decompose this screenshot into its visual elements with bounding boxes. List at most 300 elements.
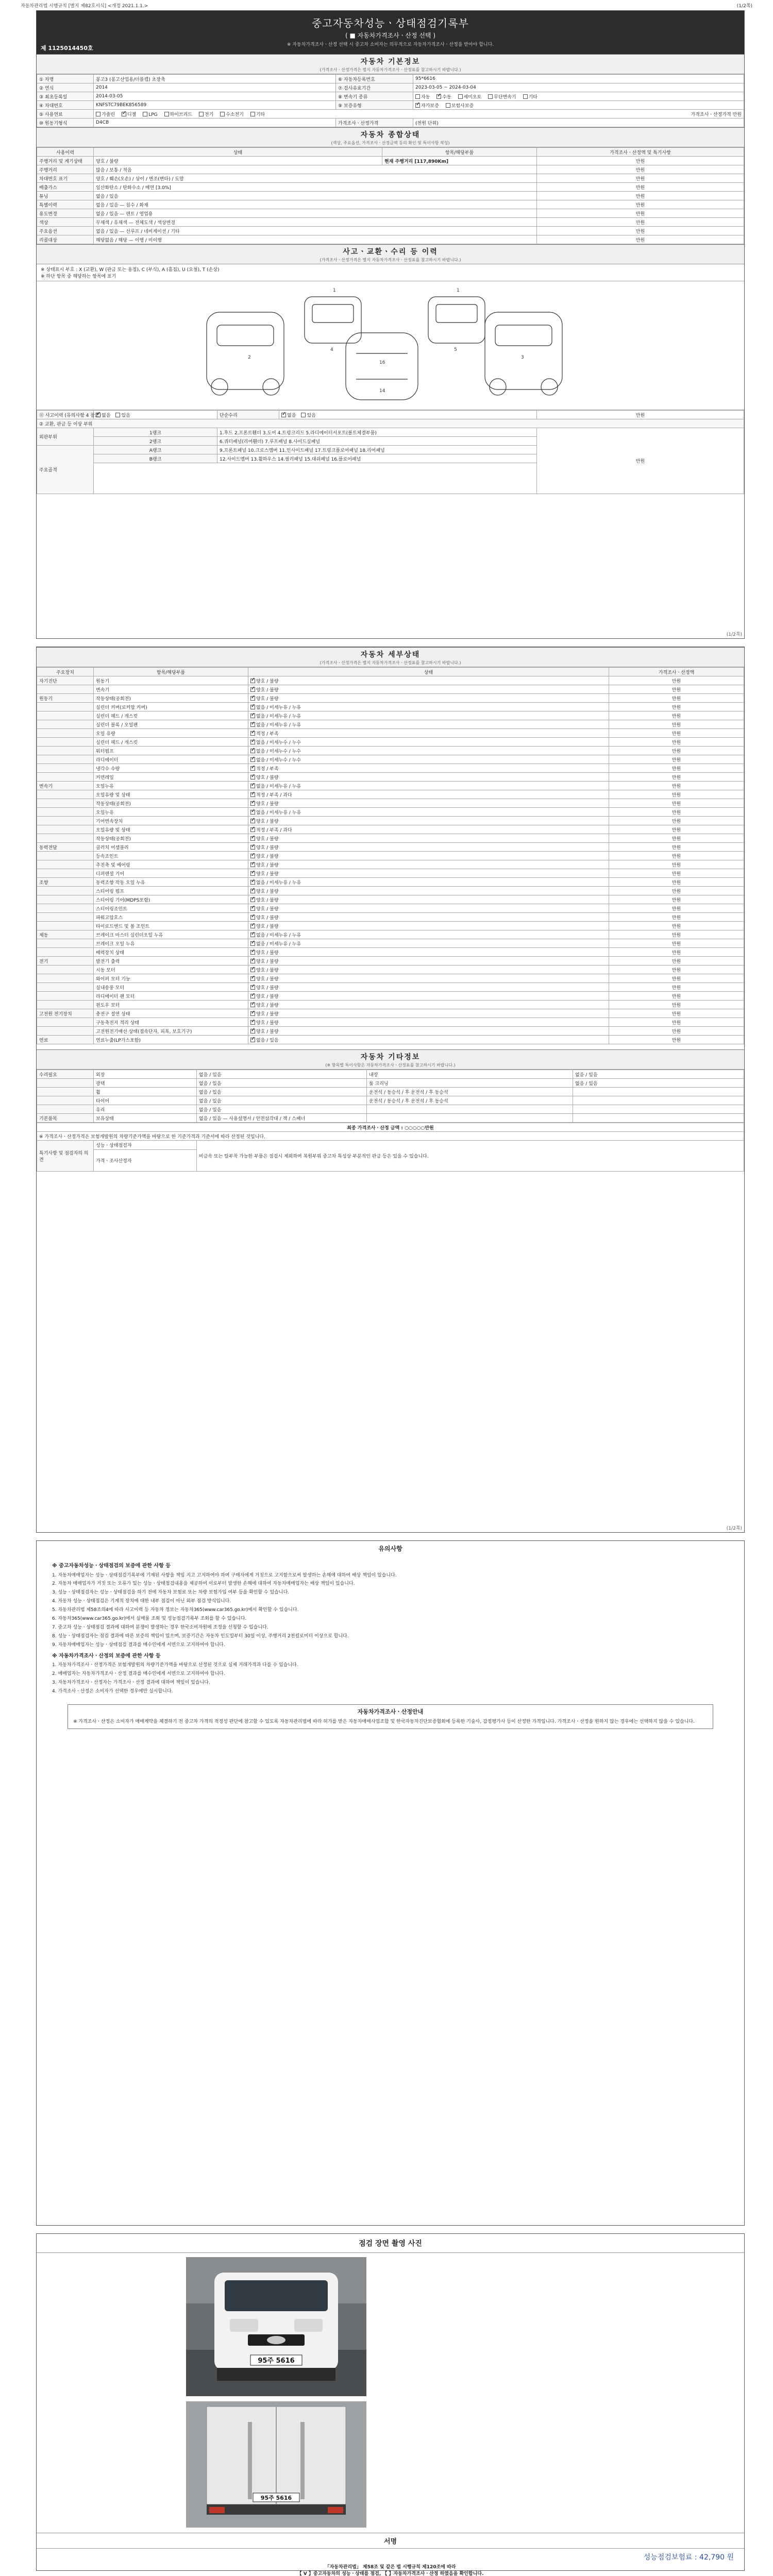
checkbox-checked — [415, 103, 420, 108]
state-text: 적정 / 부족 / 과다 — [256, 827, 292, 833]
unit-cell: 만원 — [609, 983, 744, 992]
checkbox — [523, 94, 528, 99]
detail-row — [37, 694, 744, 703]
checkbox — [143, 112, 147, 116]
detail-state — [248, 782, 609, 790]
value-first-reg: 2014-03-05 — [94, 92, 336, 101]
detail-item: 워터펌프 — [94, 747, 248, 755]
checkbox-checked — [250, 792, 255, 797]
detail-state — [248, 755, 609, 764]
document-subtitle: ( ■ 자동차가격조사ㆍ산정 선택 ) — [345, 32, 436, 39]
detail-item: 작동상태(공회전) — [94, 799, 248, 808]
checkbox-checked — [250, 696, 255, 701]
notice-item: 6. 자동차365(www.car365.go.kr)에서 실매물 조회 및 성능점검기록부 조회를 할 수 있습니다. — [52, 1616, 247, 1622]
detail-row — [37, 992, 744, 1001]
unit-cell: 만원 — [609, 676, 744, 685]
state-text: 양호 / 불량 — [256, 1029, 279, 1035]
detail-state — [248, 1027, 609, 1036]
notice-item: 9. 자동차매매업자는 성능ㆍ상태점검 결과를 매수인에게 서면으로 고지하여야 합니다. — [52, 1642, 225, 1648]
state-text: 양호 / 불량 — [256, 889, 279, 894]
detail-item: 실내송풍 모터 — [94, 983, 248, 992]
unit-cell: 만원 — [609, 764, 744, 773]
unit-cell: 만원 — [609, 799, 744, 808]
detail-row — [37, 1001, 744, 1009]
checkbox — [96, 112, 100, 116]
detail-item: 연료누출(LP가스포함) — [94, 1036, 248, 1044]
checkbox — [250, 112, 255, 116]
detail-item: 스티어링조인트 — [94, 904, 248, 913]
detail-group — [37, 755, 94, 764]
section-overall-title — [37, 127, 744, 147]
checkbox-checked — [250, 740, 255, 744]
state-text: 양호 / 불량 — [256, 985, 279, 991]
basic-info-table — [37, 74, 744, 127]
checkbox-checked — [250, 757, 255, 762]
final-price-value: ○○○○○만원 — [405, 1125, 434, 1131]
detail-item: 스티어링 기어(MDPS포함) — [94, 895, 248, 904]
detail-item: 클러치 어셈블리 — [94, 843, 248, 852]
checkbox-checked — [250, 994, 255, 998]
price-unit: 만원 — [732, 112, 742, 117]
state-text: 양호 / 불량 — [256, 950, 279, 956]
unit-cell: 만원 — [609, 755, 744, 764]
checkbox-checked — [250, 714, 255, 718]
state-text: 양호 / 불량 — [256, 915, 279, 921]
state-text: 없음 / 미세누유 / 누유 — [256, 880, 301, 886]
label-reg-no: ⑥ 자동차등록번호 — [336, 75, 413, 83]
detail-state — [248, 974, 609, 983]
checkbox-checked — [250, 819, 255, 823]
label-special: 특기사항 및 점검자의 의견 — [37, 1141, 94, 1172]
detail-row — [37, 755, 744, 764]
opt-label: 자가보증 — [421, 103, 439, 109]
detail-item: 등속조인트 — [94, 852, 248, 860]
section-heading: 자동차 기타정보 — [360, 1053, 421, 1061]
checkbox-checked — [250, 959, 255, 963]
sign-title: 서명 — [37, 2533, 744, 2549]
document-header — [37, 11, 744, 54]
unit-cell: 만원 — [609, 685, 744, 694]
checkbox-checked — [250, 687, 255, 692]
checkbox-checked — [250, 722, 255, 727]
unit-cell: 만원 — [537, 200, 744, 209]
detail-item: 고전원전기배선 상태(접속단자, 피복, 보호기구) — [94, 1027, 248, 1036]
detail-group — [37, 825, 94, 834]
unit-cell: 만원 — [609, 773, 744, 782]
opt-label: 수동 — [442, 94, 451, 100]
detail-state — [248, 799, 609, 808]
detail-state — [248, 1036, 609, 1044]
checkbox-checked — [250, 871, 255, 876]
photos-title: 점검 장면 촬영 사진 — [37, 2234, 744, 2253]
detail-row — [37, 965, 744, 974]
rear-photo — [186, 2401, 366, 2528]
checkbox-checked — [250, 1003, 255, 1007]
other-group — [37, 1096, 94, 1105]
row-state: 해당없음 / 해당 — 이행 / 미이행 — [94, 235, 537, 244]
notice-item-2: 4. 가격조사ㆍ산정은 소비자가 선택한 경우에만 실시합니다. — [52, 1689, 173, 1694]
detail-state — [248, 738, 609, 747]
detail-row — [37, 782, 744, 790]
transmission-options — [413, 92, 744, 101]
row-name: 색상 — [37, 218, 94, 227]
front-photo — [186, 2257, 366, 2396]
accident-table — [37, 410, 744, 494]
label-outer: 외판부위 — [37, 428, 94, 446]
checkbox — [415, 94, 420, 99]
other-state: 없음 / 있음 — 사용설명서 / 안전삼각대 / 잭 / 스패너 — [197, 1114, 367, 1123]
checkbox-checked — [250, 950, 255, 955]
label-accident-history: ⑪ 사고이력 (유의사항 4 참조) — [37, 411, 94, 419]
form-header-line — [21, 2, 752, 8]
document-number: 제 1125014450호 — [41, 45, 93, 52]
unit-cell: 만원 — [609, 790, 744, 799]
detail-group: 전기 — [37, 957, 94, 965]
detail-item: 커먼레일 — [94, 773, 248, 782]
detail-state — [248, 983, 609, 992]
detail-group — [37, 764, 94, 773]
col-header: 가격조사ㆍ산정액 및 특기사항 — [537, 148, 744, 157]
state-text: 양호 / 불량 — [256, 696, 279, 702]
state-text: 없음 / 미세누수 / 누수 — [256, 757, 301, 763]
sign-section — [37, 2533, 744, 2576]
inspection-fee: 성능점검보험료 : 42,790 원 — [643, 2553, 734, 2562]
page-4 — [36, 2233, 745, 2576]
state-text: 양호 / 불량 — [256, 897, 279, 903]
other-item2: 운전석 / 동승석 / 후 운전석 / 후 동승석 — [367, 1088, 573, 1096]
other-state: 없음 / 있음 — [197, 1096, 367, 1105]
detail-group — [37, 1001, 94, 1009]
rank-label: 1랭크 — [94, 428, 217, 437]
state-text: 양호 / 불량 — [256, 687, 279, 693]
detail-row — [37, 747, 744, 755]
notice-item: 2. 자동차 매매업자가 거짓 또는 오류가 있는 성능ㆍ상태점검내용을 제공하여 이로부터 발생한 손해에 대하여 자동차매매업자는 배상 책임이 있습니다. — [52, 1581, 355, 1587]
label-vin: ④ 차대번호 — [37, 101, 94, 110]
checkbox-checked — [96, 413, 100, 417]
detail-item: 윈도우 모터 — [94, 1001, 248, 1009]
state-text: 양호 / 불량 — [256, 775, 279, 781]
section-note: (가격조사ㆍ산정가격은 별지 자동차가격조사ㆍ산정표를 참고하시기 바랍니다.) — [320, 660, 461, 665]
unit-cell: 만원 — [609, 922, 744, 930]
opt-label: 있음 — [307, 413, 316, 418]
row-name: 차대번호 표기 — [37, 174, 94, 183]
detail-group: 변속기 — [37, 782, 94, 790]
row-name: 튜닝 — [37, 192, 94, 200]
section-heading: 자동차 기본정보 — [360, 58, 421, 66]
detail-state — [248, 904, 609, 913]
notice-heading: ※ 중고자동차성능ㆍ상태점검의 보증에 관한 사항 등 — [52, 1563, 171, 1569]
detail-row — [37, 729, 744, 738]
legend-text: ※ 상태표시 부호 : X (교환), W (판금 또는 용접), C (부식), A (흠집), U (요철), T (손상) — [41, 267, 220, 273]
other-item: 외장 — [94, 1070, 197, 1079]
document-title: 중고자동차성능ㆍ상태점검기록부 — [312, 17, 469, 29]
detail-item: 실린더 블록 / 오일팬 — [94, 720, 248, 729]
row-state: 많음 / 보통 / 적음 — [94, 165, 537, 174]
unit-cell: 만원 — [609, 834, 744, 843]
value-price-note: (천원 단위) — [413, 118, 744, 127]
value-car-name: 봉고3 (봉고산업용/더블캡) 초장축 — [94, 75, 336, 83]
detail-row — [37, 1018, 744, 1027]
law-title: 자동차가격조사ㆍ산정안내 — [357, 1708, 424, 1716]
checkbox-checked — [250, 889, 255, 893]
state-text: 양호 / 불량 — [256, 968, 279, 973]
detail-group — [37, 869, 94, 878]
detail-row — [37, 1036, 744, 1044]
opt-label: 디젤 — [127, 112, 137, 117]
opt-label: 없음 — [102, 413, 111, 418]
label-first-reg: ③ 최초등록일 — [37, 92, 94, 101]
detail-row — [37, 773, 744, 782]
overall-table — [37, 147, 744, 244]
unit-cell: 만원 — [609, 1036, 744, 1044]
detail-group — [37, 738, 94, 747]
unit-cell: 만원 — [537, 174, 744, 183]
label-simple-repair: 단순수리 — [217, 411, 279, 419]
detail-item: 스티어링 펌프 — [94, 887, 248, 895]
notice-title: 유의사항 — [378, 1545, 402, 1552]
front-plate-text: 95주 5616 — [258, 2357, 295, 2365]
checkbox-checked — [250, 775, 255, 779]
detail-group — [37, 992, 94, 1001]
state-text: 양호 / 불량 — [256, 871, 279, 877]
other-item: 타이어 — [94, 1096, 197, 1105]
other-group — [37, 1105, 94, 1114]
row-name: 리콜대상 — [37, 235, 94, 244]
unit-cell: 만원 — [537, 165, 744, 174]
unit-cell: 만원 — [609, 817, 744, 825]
detail-state — [248, 747, 609, 755]
section-basic-title — [37, 54, 744, 74]
opt-label: 무단변속기 — [494, 94, 516, 100]
detail-item: 디퍼렌셜 기어 — [94, 869, 248, 878]
detail-state — [248, 1018, 609, 1027]
notice-item: 1. 자동차매매업자는 성능ㆍ상태점검기록부에 기재된 사항을 책임 지고 고지하여야 하며 구매자에게 거짓으로 고지함으로써 발생하는 손해에 대하여 배상 책임이 있습니다. — [52, 1572, 397, 1578]
detail-state — [248, 773, 609, 782]
checkbox — [164, 112, 169, 116]
state-text: 양호 / 불량 — [256, 679, 279, 684]
other-state: 없음 / 있음 — [197, 1105, 367, 1114]
notice-item-2: 2. 매매업자는 자동차가격조사ㆍ산정 결과를 매수인에게 서면으로 고지하여야 합니다. — [52, 1671, 225, 1677]
unit-cell: 만원 — [609, 930, 744, 939]
other-item: 유리 — [94, 1105, 197, 1114]
detail-row — [37, 799, 744, 808]
state-text: 양호 / 불량 — [256, 854, 279, 859]
detail-group: 자기진단 — [37, 676, 94, 685]
notice-heading-2: ※ 자동차가격조사ㆍ산정의 보증에 관한 사항 등 — [52, 1653, 161, 1659]
truck-rear-image — [186, 2401, 366, 2528]
special-item: 가격ㆍ조사산정자 — [94, 1149, 197, 1171]
detail-item: 오일 유량 — [94, 729, 248, 738]
unit-cell: 만원 — [609, 992, 744, 1001]
unit-cell: 만원 — [609, 939, 744, 948]
notice-item-2: 3. 자동차가격조사ㆍ산정자는 가격조사ㆍ산정 결과에 대하여 책임이 있습니다. — [52, 1680, 210, 1686]
label-inspect: ⑦ 검사유효기간 — [336, 83, 413, 92]
label-frame: 주요골격 — [37, 446, 94, 494]
unit-cell: 만원 — [609, 843, 744, 852]
unit-cell: 만원 — [609, 738, 744, 747]
detail-item: 충전구 절연 상태 — [94, 1009, 248, 1018]
unit-cell: 만원 — [609, 782, 744, 790]
state-text: 양호 / 불량 — [256, 836, 279, 842]
fuel-options — [94, 110, 744, 118]
detail-item: 파워고압호스 — [94, 913, 248, 922]
detail-item: 배력장치 상태 — [94, 948, 248, 957]
detail-item: 발전기 출력 — [94, 957, 248, 965]
notice-item: 5. 자동차관리법 제58조의4에 따라 사고이력 등 자동차 정보는 자동차365(www.car365.go.kr)에서 확인할 수 있습니다. — [52, 1607, 299, 1613]
value-year: 2014 — [94, 83, 336, 92]
other-item2: 운전석 / 동승석 / 후 운전석 / 후 동승석 — [367, 1096, 573, 1105]
detail-item: 기어변속장치 — [94, 817, 248, 825]
detail-state — [248, 808, 609, 817]
detail-state — [248, 1001, 609, 1009]
detail-item: 라디에이터 팬 모터 — [94, 992, 248, 1001]
label-panel: ② 교환, 판금 등 이상 부위 — [37, 419, 744, 428]
rank-label: A랭크 — [94, 446, 217, 454]
page-2 — [36, 647, 745, 1533]
state-text: 양호 / 불량 — [256, 906, 279, 912]
label-year: ② 연식 — [37, 83, 94, 92]
rank-items: 1.후드 2.프론트휀더 3.도어 4.트렁크리드 5.라디에이터서포트(볼트체결부품) — [217, 428, 537, 437]
row-state: 없음 / 있음 — 침수 / 화재 — [94, 200, 537, 209]
other-item: 보유상태 — [94, 1114, 197, 1123]
other-item2: 내장 — [367, 1070, 573, 1079]
state-text: 양호 / 불량 — [256, 1003, 279, 1008]
state-text: 양호 / 불량 — [256, 1020, 279, 1026]
detail-item: 동력조향 작동 오일 누유 — [94, 878, 248, 887]
state-text: 없음 / 미세누유 / 누유 — [256, 810, 301, 816]
detail-state — [248, 922, 609, 930]
special-item: 성능ㆍ상태점검자 — [94, 1141, 197, 1150]
col-header: 가격조사ㆍ산정액 — [609, 668, 744, 676]
unit-cell: 만원 — [609, 1027, 744, 1036]
detail-state — [248, 764, 609, 773]
row-state: 없음 / 있음 — 렌트 / 영업용 — [94, 209, 537, 218]
detail-state — [248, 843, 609, 852]
detail-group — [37, 974, 94, 983]
unit-cell: 만원 — [537, 227, 744, 235]
detail-state — [248, 703, 609, 711]
checkbox-checked — [122, 112, 126, 116]
label-car-name: ① 차명 — [37, 75, 94, 83]
detail-state — [248, 930, 609, 939]
opt-label: 있음 — [121, 413, 130, 418]
checkbox-checked — [250, 801, 255, 806]
detail-state — [248, 720, 609, 729]
other-group: 수리필요 — [37, 1070, 94, 1079]
detail-group — [37, 773, 94, 782]
detail-group — [37, 799, 94, 808]
notice-law-box — [68, 1704, 713, 1729]
unit-cell: 만원 — [609, 703, 744, 711]
state-text: 양호 / 불량 — [256, 862, 279, 868]
state-text: 양호 / 불량 — [256, 959, 279, 964]
other-row — [37, 1114, 744, 1123]
opt-label: 기타 — [528, 94, 537, 100]
checkbox — [301, 413, 306, 417]
detail-state — [248, 685, 609, 694]
notice-body — [37, 1556, 744, 1700]
detail-row — [37, 808, 744, 817]
state-text: 없음 / 미세누유 / 누유 — [256, 933, 301, 938]
detail-item: 변속기 — [94, 685, 248, 694]
detail-row — [37, 1009, 744, 1018]
detail-row — [37, 834, 744, 843]
detail-item: 냉각수 수량 — [94, 764, 248, 773]
checkbox-checked — [250, 1020, 255, 1025]
state-text: 적정 / 부족 — [256, 766, 279, 772]
detail-row — [37, 790, 744, 799]
checkbox-checked — [250, 924, 255, 928]
label-price-row: 가격조사ㆍ산정가격 — [336, 118, 413, 127]
label-fuel: ⑤ 사용연료 — [37, 110, 94, 118]
detail-group: 고전원 전기장치 — [37, 1009, 94, 1018]
checkbox-checked — [250, 941, 255, 946]
checkbox-checked — [250, 897, 255, 902]
state-text: 없음 / 미세누유 / 누유 — [256, 784, 301, 789]
other-row — [37, 1070, 744, 1079]
checkbox-checked — [250, 880, 255, 885]
opt-label: 전기 — [204, 112, 214, 117]
checkbox-checked — [250, 1029, 255, 1033]
checkbox-checked — [250, 968, 255, 972]
other-row — [37, 1105, 744, 1114]
detail-group — [37, 922, 94, 930]
detail-row — [37, 878, 744, 887]
state-text: 없음 / 미세누유 / 누유 — [256, 705, 301, 710]
detail-state — [248, 957, 609, 965]
rank-label: B랭크 — [94, 454, 217, 463]
detail-group: 제동 — [37, 930, 94, 939]
detail-item: 실린더 커버(로커암 커버) — [94, 703, 248, 711]
col-header: 상태 — [248, 668, 609, 676]
svg-text:1: 1 — [333, 288, 336, 293]
rear-plate-text: 95주 5616 — [260, 2495, 292, 2501]
opt-label: 가솔린 — [102, 112, 115, 117]
detail-item: 브레이크 오일 누유 — [94, 939, 248, 948]
detail-group: 동력전달 — [37, 843, 94, 852]
checkbox — [488, 94, 493, 99]
unit-cell: 만원 — [609, 808, 744, 817]
row-name: 주요옵션 — [37, 227, 94, 235]
row-state: 양호 / 불량 — [94, 157, 382, 165]
detail-group: 원동기 — [37, 694, 94, 703]
notice-item: 4. 자동차 성능ㆍ상태점검은 기계적 장치에 대한 내부 점검이 아닌 외부 점검 방식입니다. — [52, 1599, 231, 1604]
unit-cell: 만원 — [609, 878, 744, 887]
page-3 — [36, 1540, 745, 2226]
detail-row — [37, 676, 744, 685]
detail-group — [37, 703, 94, 711]
checkbox — [199, 112, 204, 116]
detail-state — [248, 676, 609, 685]
state-text: 없음 / 미세누수 / 누수 — [256, 740, 301, 745]
svg-text:2: 2 — [248, 355, 251, 360]
opt-label: 없음 — [287, 413, 296, 418]
row-state: 일산화탄소 / 탄화수소 / 매연 [3.0%] — [94, 183, 537, 192]
value-engine: D4CB — [94, 118, 336, 127]
rank-items: 12.사이드멤버 13.휠하우스 14.필러패널 15.대쉬패널 16.플로어패널 — [217, 454, 537, 463]
unit-cell: 만원 — [609, 895, 744, 904]
svg-text:16: 16 — [379, 360, 385, 365]
label-warranty: ⑨ 보증유형 — [336, 101, 413, 110]
detail-item: 실린더 헤드 / 개스킷 — [94, 738, 248, 747]
detail-row — [37, 764, 744, 773]
unit-cell: 만원 — [609, 948, 744, 957]
detail-group — [37, 711, 94, 720]
row-state: 없음 / 있음 — [94, 192, 537, 200]
detail-group — [37, 817, 94, 825]
rank-items: 6.쿼터패널(리어휀더) 7.루프패널 8.사이드실패널 — [217, 437, 537, 446]
final-price-note: ※ 가격조사ㆍ산정가격은 보험개발원의 차량기준가액을 바탕으로 한 기준가격과 기준서에 따라 산정된 것입니다. — [37, 1132, 744, 1141]
